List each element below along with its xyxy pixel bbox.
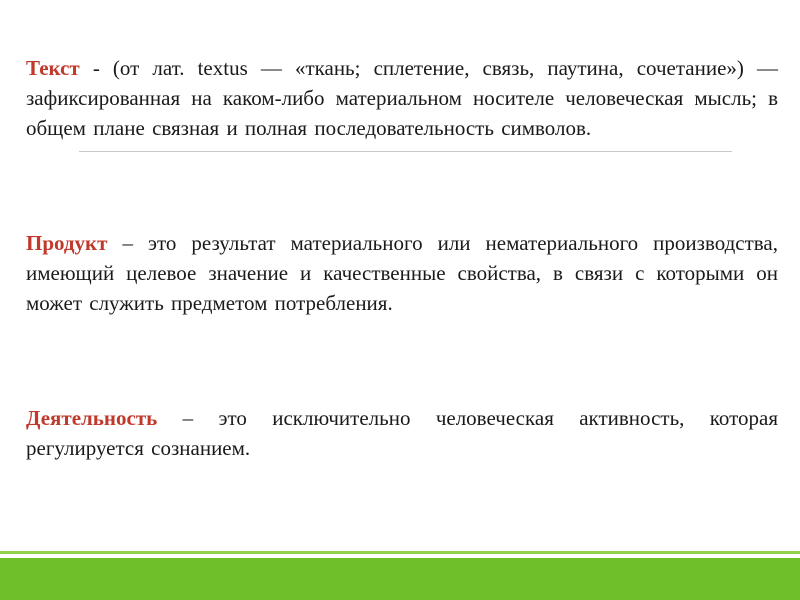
definition-activity-body: – это исключительно человеческая активность, которая регулируется сознанием.	[26, 406, 778, 460]
term-product: Продукт	[26, 231, 108, 255]
footer-bar	[0, 558, 800, 600]
divider-line	[79, 151, 732, 152]
definition-text-body: - (от лат. textus — «ткань; сплетение, связь, паутина, сочетание») — зафиксированная на каком-либо материальном носителе человеческая мысль; в общем плане связная и полная последовательность символов.	[26, 56, 778, 140]
definition-product-body: – это результат материального или нематериального производства, имеющий целевое значение и качественные свойства, в связи с которыми он может служить предметом потребления.	[26, 231, 778, 315]
definition-activity	[26, 403, 778, 463]
footer-accent-line	[0, 551, 800, 554]
term-text: Текст	[26, 56, 80, 80]
definition-product	[26, 228, 778, 318]
definition-text	[26, 53, 778, 143]
term-activity: Деятельность	[26, 406, 158, 430]
